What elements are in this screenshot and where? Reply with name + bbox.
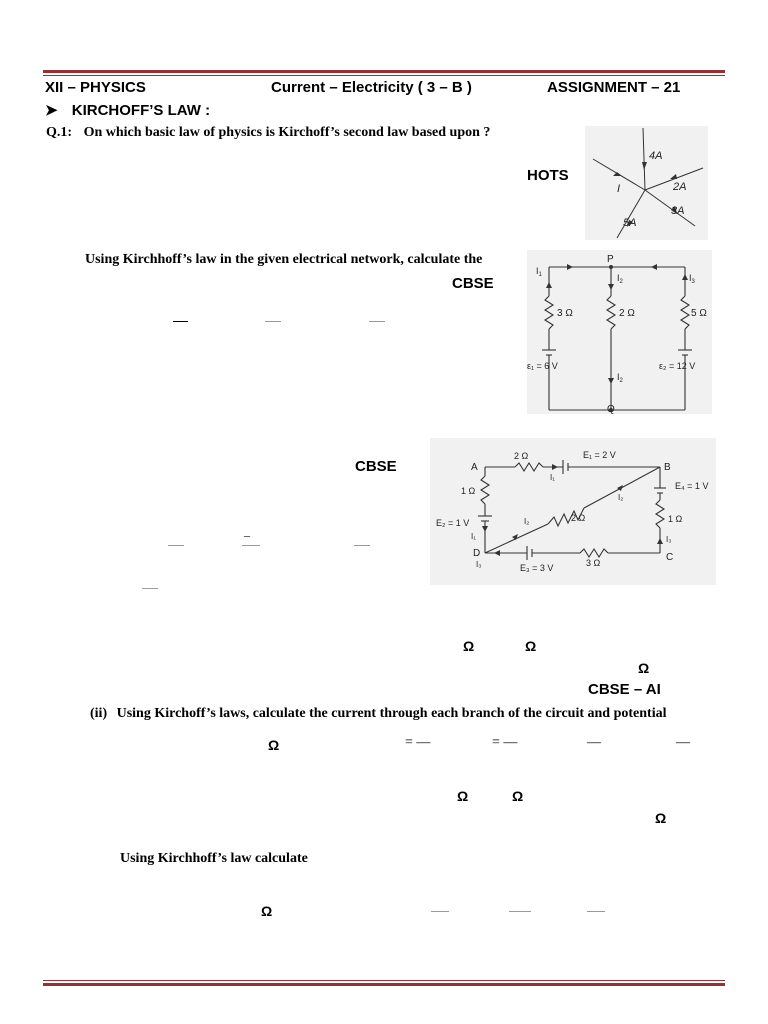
- header-chapter: Current – Electricity ( 3 – B ): [271, 79, 472, 96]
- junction-label-4a: 4A: [649, 150, 663, 162]
- junction-label-2a: 2A: [673, 181, 687, 193]
- equals-fraction: = —: [492, 735, 518, 750]
- fraction-dash: —: [676, 735, 690, 750]
- emf-e3-label: E₃ = 3 V: [520, 563, 554, 573]
- junction-figure: [585, 126, 708, 240]
- question-ii-number: (ii): [90, 706, 108, 721]
- current-i1-lower-label: I₁: [471, 532, 476, 541]
- hots-tag: HOTS: [527, 167, 569, 184]
- fraction-bar: [587, 911, 605, 912]
- question-1-text: On which basic law of physics is Kirchoff’s second law based upon ?: [83, 125, 491, 140]
- junction-label-5a: 5A: [623, 217, 637, 229]
- omega-symbol: Ω: [638, 660, 650, 676]
- resistor-ab-label: 2 Ω: [514, 451, 529, 461]
- current-i1-label: $I_1$: [536, 266, 542, 278]
- cbse-ai-tag: CBSE – AI: [588, 681, 661, 698]
- current-i2-lower-label: I₂: [524, 517, 530, 526]
- fraction-bar: [265, 321, 281, 322]
- omega-symbol: Ω: [268, 737, 280, 753]
- fraction-bar: [142, 588, 158, 589]
- fraction-bar: [242, 545, 260, 546]
- question-ii-text: Using Kirchoff’s laws, calculate the current through each branch of the circuit and potential: [116, 706, 667, 721]
- question-network: Using Kirchhoff’s law in the given electrical network, calculate the: [85, 252, 483, 267]
- resistor-ad-label: 1 Ω: [461, 486, 476, 496]
- omega-symbol: Ω: [463, 638, 475, 654]
- current-i2-label: $I_2$: [617, 273, 623, 285]
- current-i3-label: I₃: [666, 535, 672, 544]
- current-i3-lower-label: I₃: [476, 560, 482, 569]
- emf-e1-label: E₁ = 2 V: [583, 450, 616, 460]
- header-assignment: ASSIGNMENT – 21: [547, 79, 681, 96]
- fraction-bar: [354, 545, 370, 546]
- arrow-bullet-icon: ➤: [45, 102, 58, 119]
- omega-symbol: Ω: [457, 788, 469, 804]
- omega-symbol: Ω: [261, 903, 273, 919]
- equals-fraction: = —: [405, 735, 431, 750]
- section-title: KIRCHOFF’S LAW :: [71, 102, 211, 119]
- node-q-label: Q: [607, 404, 615, 414]
- current-i1-label: I₁: [550, 473, 555, 482]
- emf-e1-label: ε₁ = 6 V: [527, 361, 558, 371]
- omega-symbol: Ω: [512, 788, 524, 804]
- resistor-5ohm-label: 5 Ω: [691, 308, 707, 319]
- circuit-figure-2: [430, 438, 716, 585]
- resistor-bc-label: 1 Ω: [668, 514, 683, 524]
- junction-label-3a: 3A: [671, 205, 685, 217]
- cbse-tag-1: CBSE: [452, 275, 494, 292]
- question-1: [46, 125, 490, 141]
- node-b-label: B: [664, 462, 671, 473]
- header-class-subject: XII – PHYSICS: [45, 79, 146, 96]
- omega-symbol: Ω: [525, 638, 537, 654]
- current-i3-label: $I_3$: [689, 273, 695, 285]
- node-d-label: D: [473, 548, 481, 559]
- footer-rule: [43, 980, 725, 986]
- current-i2-label: I₂: [618, 493, 624, 502]
- resistor-2ohm-label: 2 Ω: [619, 308, 635, 319]
- fraction-bar: [173, 321, 188, 322]
- current-i2-lower-label: $I_2$: [617, 372, 623, 384]
- omega-symbol: Ω: [655, 810, 667, 826]
- node-p-label: P: [607, 254, 614, 265]
- fraction-bar: [369, 321, 385, 322]
- emf-e2-label: ε₂ = 12 V: [659, 361, 696, 371]
- cbse-tag-2: CBSE: [355, 458, 397, 475]
- fraction-bar: [431, 911, 449, 912]
- circuit-figure-1: [527, 250, 712, 414]
- section-heading: [45, 101, 210, 119]
- resistor-3ohm-label: 3 Ω: [557, 308, 573, 319]
- node-a-label: A: [471, 462, 478, 473]
- emf-e4-label: E₄ = 1 V: [675, 481, 709, 491]
- fraction-bar: [168, 545, 184, 546]
- question-1-number: Q.1:: [46, 125, 73, 140]
- junction-label-i: I: [617, 183, 621, 195]
- resistor-db-label: 2 Ω: [571, 513, 586, 523]
- resistor-dc-label: 3 Ω: [586, 558, 601, 568]
- question-ii: [90, 706, 666, 722]
- overbar-mark: _: [244, 524, 250, 538]
- question-kirchhoff-calc: Using Kirchhoff’s law calculate: [120, 851, 308, 866]
- header-rule: [43, 70, 725, 76]
- fraction-bar: [509, 911, 531, 912]
- emf-e2-label: E₂ = 1 V: [436, 518, 470, 528]
- fraction-dash: —: [587, 735, 601, 750]
- node-c-label: C: [666, 552, 674, 563]
